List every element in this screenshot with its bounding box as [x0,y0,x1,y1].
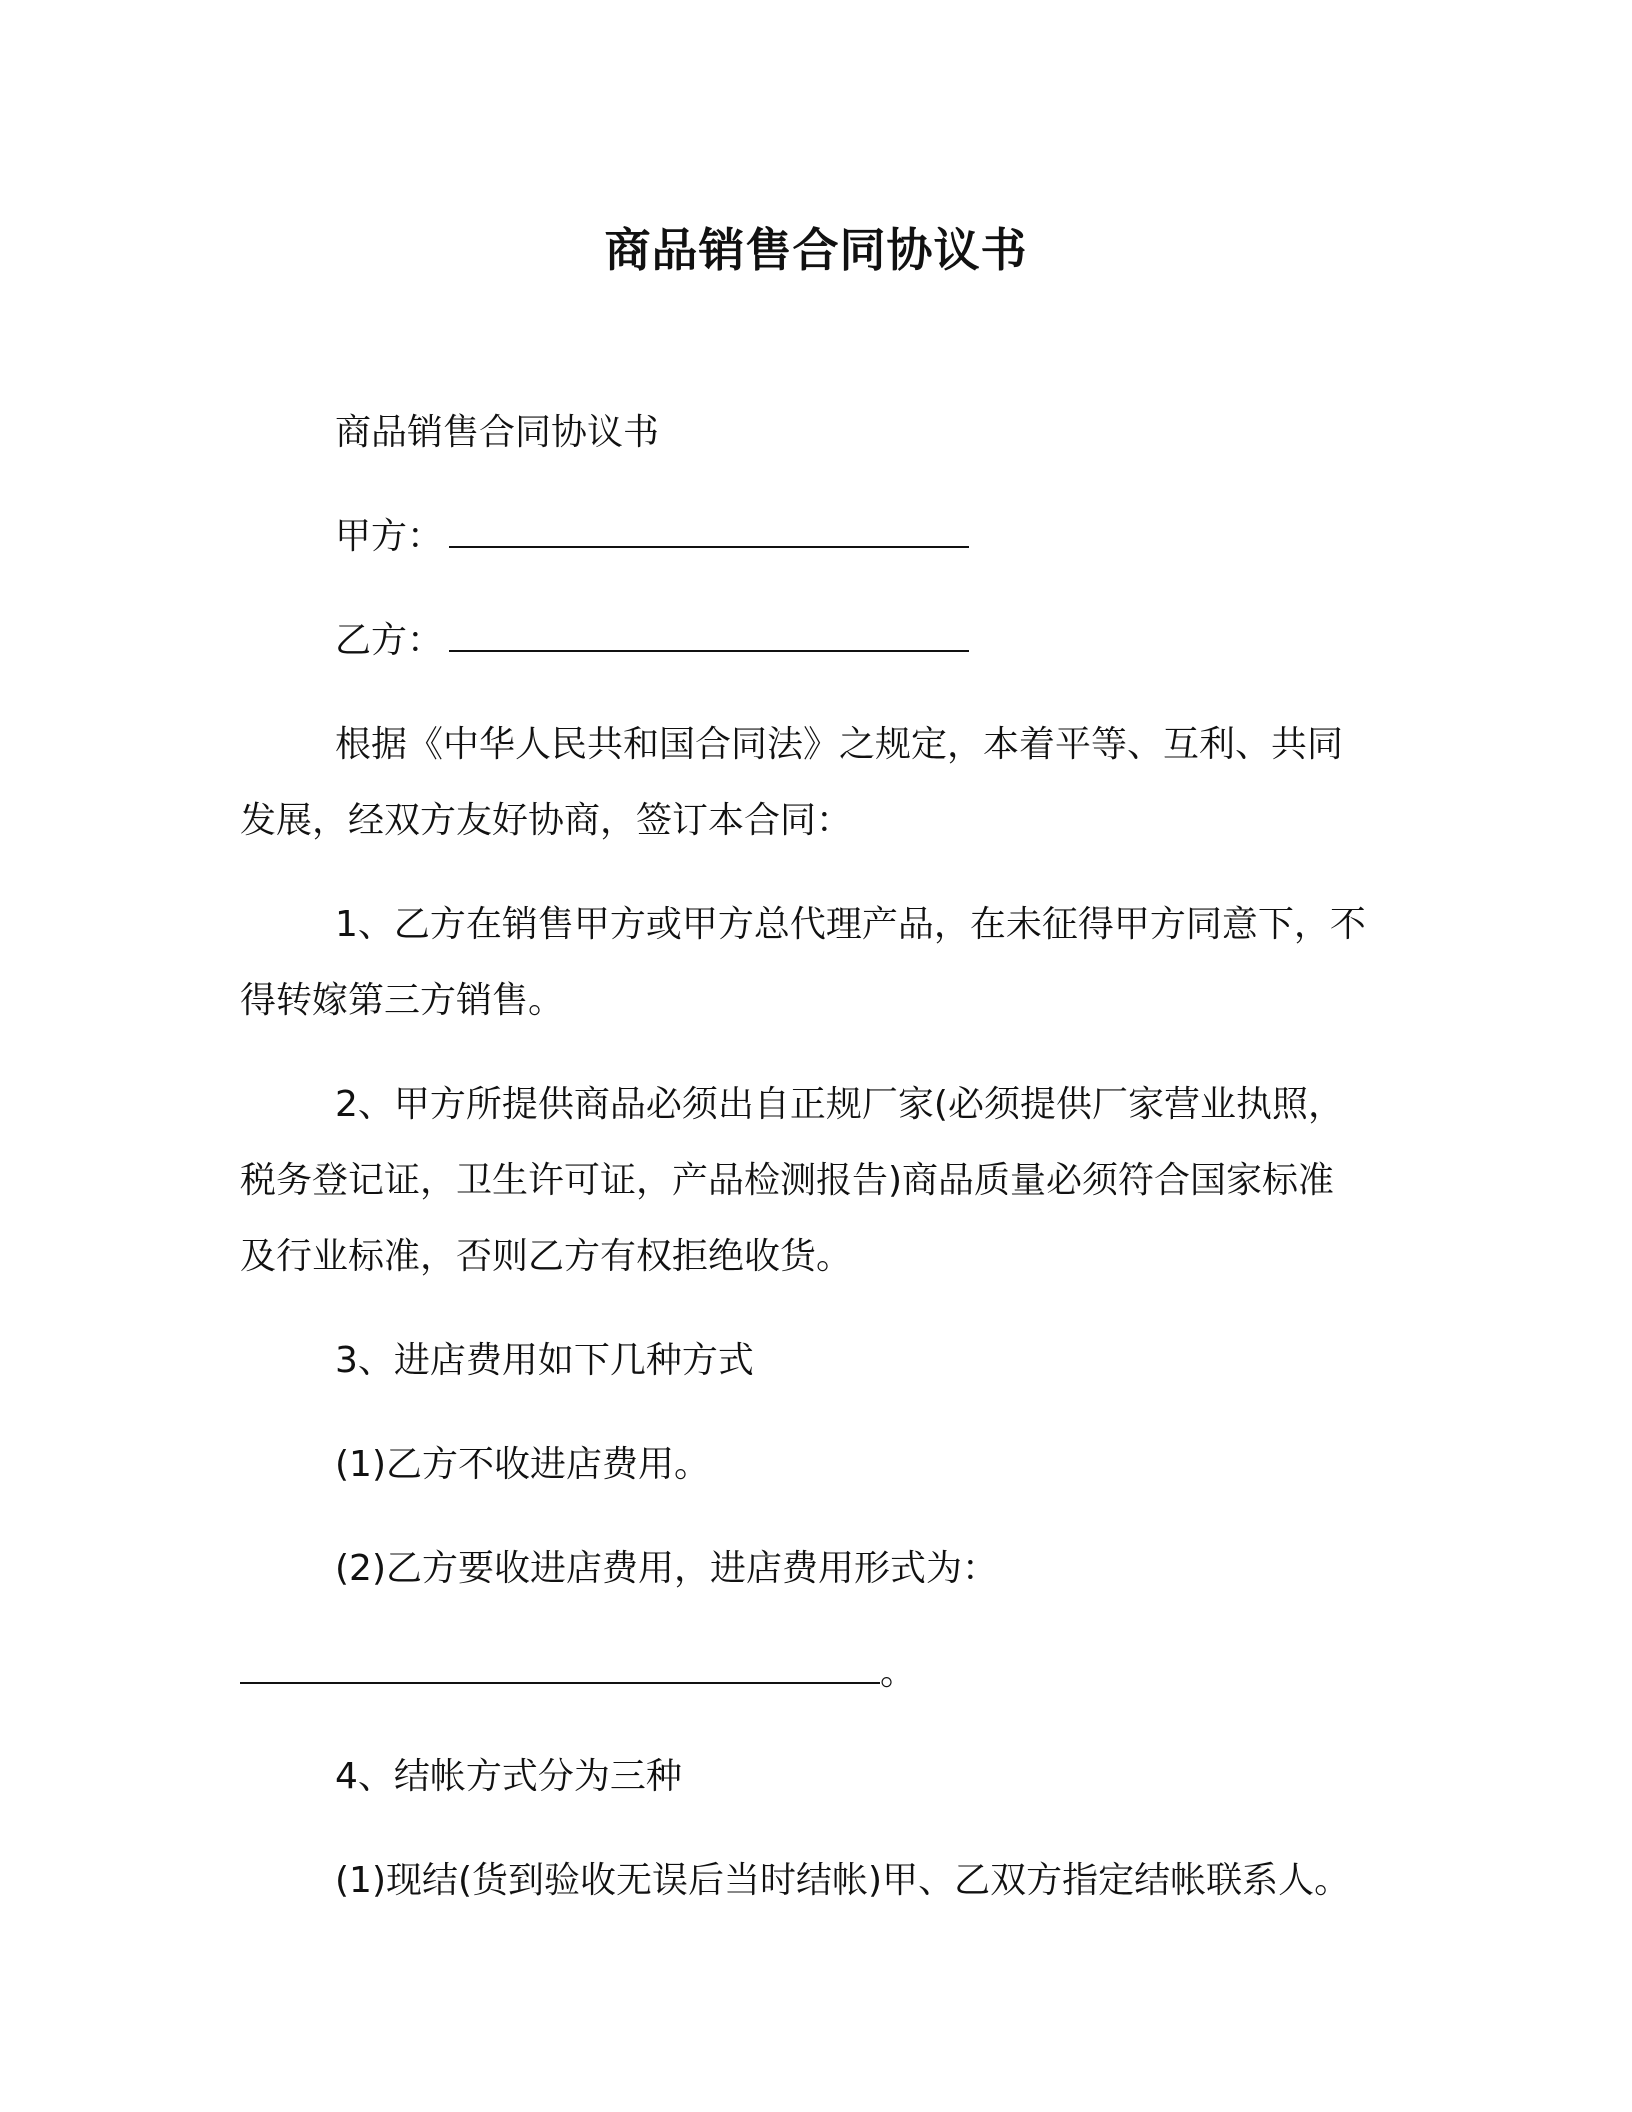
document-title: 商品销售合同协议书 [604,223,1028,277]
subtitle: 商品销售合同协议书 [335,412,660,453]
clause-4-1: (1)现结(货到验收无误后当时结帐)甲、乙双方指定结帐联系人。 [335,1860,1351,1901]
fee-form-line [240,1635,1370,1711]
clause-3-1: (1)乙方不收进店费用。 [335,1444,710,1485]
document-body [240,395,1370,1947]
party-b-blank [449,649,969,652]
party-b-label: 乙方： [335,620,444,661]
party-a-blank [449,545,969,548]
party-a-line [240,499,1370,575]
party-a-label: 甲方： [335,516,444,557]
clause-3: 3、进店费用如下几种方式 [335,1340,754,1381]
preamble-paragraph: 根据《中华人民共和国合同法》之规定，本着平等、互利、共同发展，经双方友好协商，签订本合同： [240,724,1344,841]
fee-form-end: 。 [880,1652,917,1693]
clause-2: 2、甲方所提供商品必须出自正规厂家(必须提供厂家营业执照，税务登记证，卫生许可证，产品检测报告)商品质量必须符合国家标准及行业标准，否则乙方有权拒绝收货。 [240,1084,1344,1277]
clause-1: 1、乙方在销售甲方或甲方总代理产品，在未征得甲方同意下，不得转嫁第三方销售。 [240,904,1366,1021]
clause-4: 4、结帐方式分为三种 [335,1756,682,1797]
fee-form-blank [240,1681,880,1684]
clause-3-2: (2)乙方要收进店费用，进店费用形式为： [335,1548,998,1589]
party-b-line [240,603,1370,679]
